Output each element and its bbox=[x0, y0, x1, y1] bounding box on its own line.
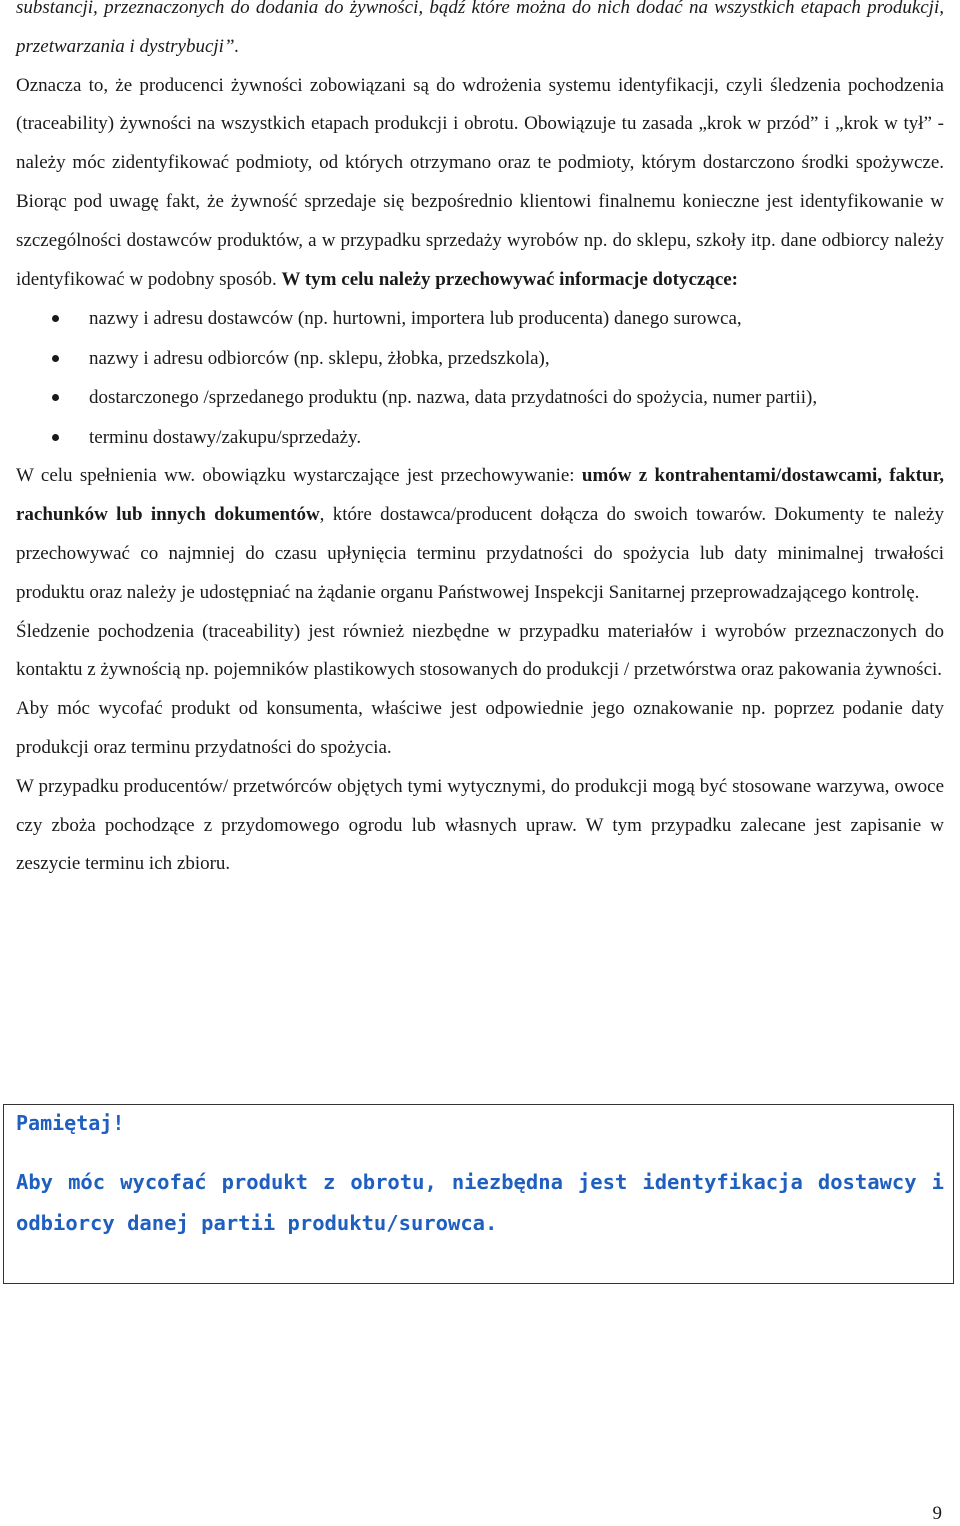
bullet-icon bbox=[52, 315, 59, 322]
paragraph-home-produce: W przypadku producentów/ przetwórców objętych tymi wytycznymi, do produkcji mogą być stosowane warzywa, owoce czy zboża pochodzące z przydomowego ogrodu lub własnych upraw. W tym przypadku zalecane jest zapisanie w zeszycie terminu ich zbioru. bbox=[16, 775, 944, 875]
list-item-text: dostarczonego /sprzedanego produktu (np. nazwa, data przydatności do spożycia, numer partii), bbox=[89, 387, 818, 409]
paragraph-documents-text-2: , które dostawca/producent dołącza do swoich towarów. Dokumenty te należy przechowywać co najmniej do czasu upłynięcia terminu przydatności do spożycia lub daty minimalnej trwałości produktu oraz należy je udostępniać na żądanie organu Państwowej Inspekcji Sanitarnej przeprowadzającego kontrolę. bbox=[16, 504, 944, 603]
notice-box bbox=[3, 1104, 954, 1284]
paragraph-traceability-text: Oznacza to, że producenci żywności zobowiązani są do wdrożenia systemu identyfikacji, czyli śledzenia pochodzenia (traceability) żywności na wszystkich etapach produkcji i obrotu. Obowiązuje tu zasada „krok w przód” i „krok w tył” - należy móc zidentyfikować podmioty, od których otrzymano oraz te podmioty, którym dostarczono środki spożywcze. Biorąc pod uwagę fakt, że żywność sprzedaje się bezpośrednio klientowi finalnemu konieczne jest identyfikowanie w szczególności dostawców produktów, a w przypadku sprzedaży wyrobów np. do sklepu, szkoły itp. dane odbiorcy należy identyfikować w podobny sposób. bbox=[16, 74, 944, 290]
paragraph-traceability bbox=[16, 67, 944, 300]
page-number: 9 bbox=[932, 1503, 942, 1524]
paragraph-documents-text: W celu spełnienia ww. obowiązku wystarczające jest przechowywanie: bbox=[16, 465, 582, 487]
paragraph-intro-italic: substancji, przeznaczonych do dodania do żywności, bądź które można do nich dodać na wszystkich etapach produkcji, przetwarzania i dystrybucji”. bbox=[16, 0, 944, 57]
paragraph-documents bbox=[16, 457, 944, 612]
notice-body: Aby móc wycofać produkt z obrotu, niezbędna jest identyfikacja dostawcy i odbiorcy danej partii produktu/surowca. bbox=[16, 1170, 944, 1235]
paragraph-traceability-bold: W tym celu należy przechowywać informacje dotyczące: bbox=[281, 268, 739, 290]
bullet-icon bbox=[52, 434, 59, 441]
bullet-icon bbox=[52, 355, 59, 362]
document-page bbox=[16, 0, 944, 884]
list-item bbox=[16, 378, 944, 418]
list-item-text: nazwy i adresu odbiorców (np. sklepu, żłobka, przedszkola), bbox=[89, 347, 550, 369]
list-item bbox=[16, 339, 944, 379]
paragraph-materials: Śledzenie pochodzenia (traceability) jest również niezbędne w przypadku materiałów i wyrobów przeznaczonych do kontaktu z żywnością np. pojemników plastikowych stosowanych do produkcji / przetwórstwa oraz pakowania żywności. bbox=[16, 620, 944, 681]
list-item-text: terminu dostawy/zakupu/sprzedaży. bbox=[89, 426, 362, 448]
info-list bbox=[16, 299, 944, 457]
bullet-icon bbox=[52, 394, 59, 401]
list-item-text: nazwy i adresu dostawców (np. hurtowni, importera lub producenta) danego surowca, bbox=[89, 308, 742, 330]
notice-title: Pamiętaj! bbox=[16, 1111, 125, 1135]
paragraph-labeling: Aby móc wycofać produkt od konsumenta, właściwe jest odpowiednie jego oznakowanie np. poprzez podanie daty produkcji oraz terminu przydatności do spożycia. bbox=[16, 698, 944, 758]
paragraph-documents-bold: umów z kontrahentami/dostawcami, faktur, rachunków lub innych dokumentów bbox=[16, 465, 945, 526]
list-item bbox=[16, 299, 944, 339]
list-item bbox=[16, 418, 944, 458]
paragraph-intro bbox=[16, 0, 944, 67]
